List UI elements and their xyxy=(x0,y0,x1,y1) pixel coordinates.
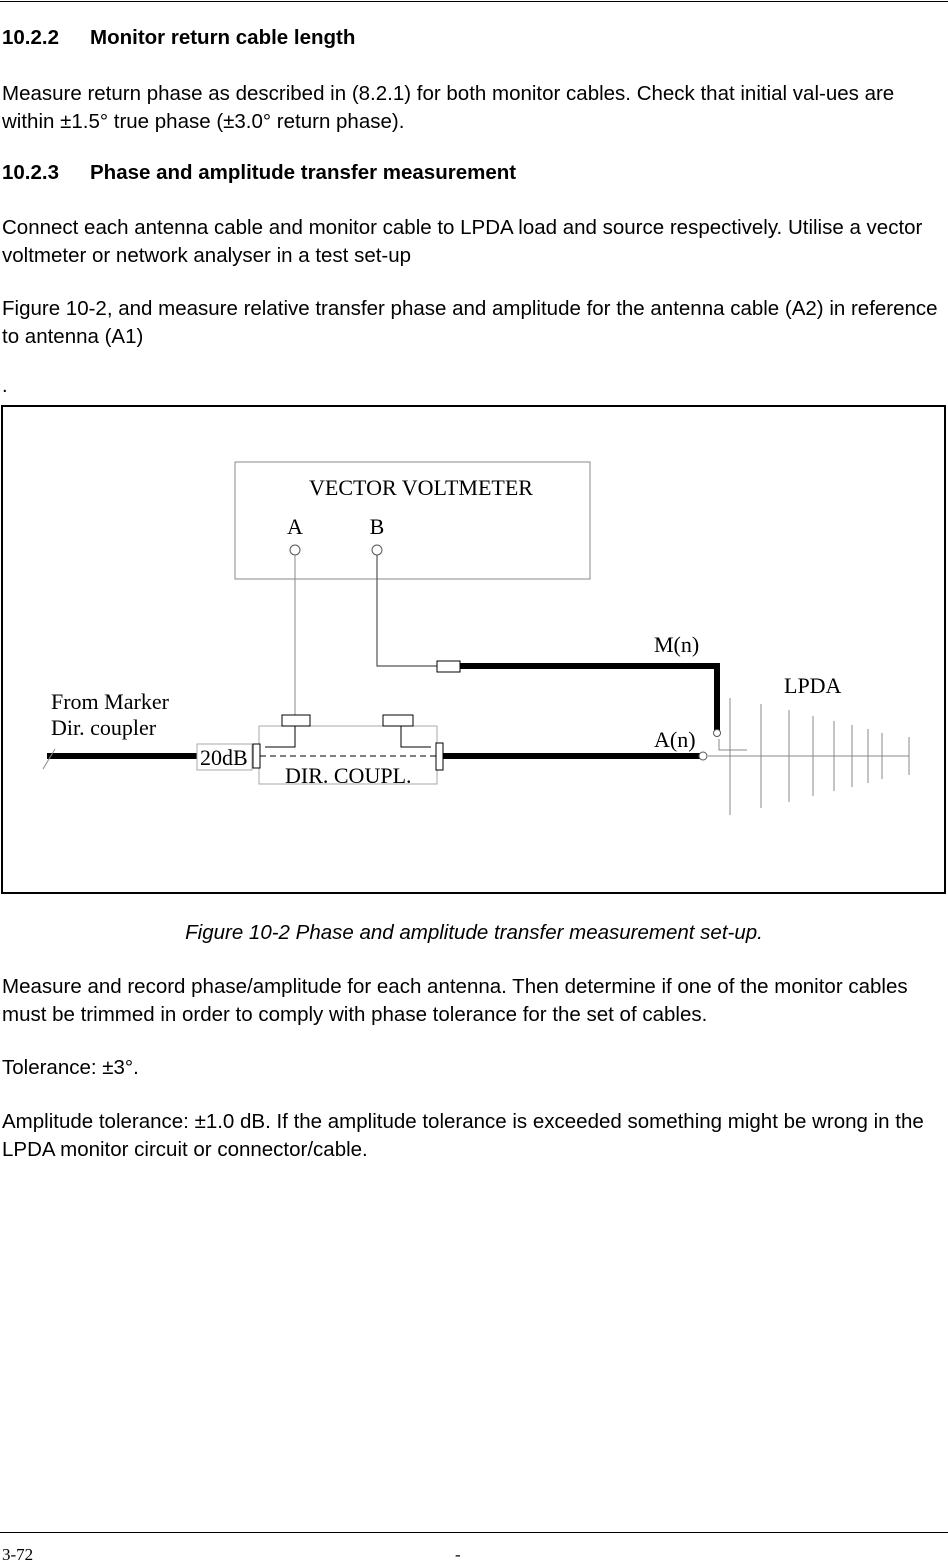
section-heading-10-2-2 xyxy=(2,25,355,51)
paragraph-tolerance: Tolerance: ±3°. xyxy=(2,1056,139,1079)
monitor-cable xyxy=(460,666,717,732)
antenna-connector xyxy=(699,752,707,760)
vector-voltmeter-label: VECTOR VOLTMETER xyxy=(309,475,533,500)
measurement-setup-diagram xyxy=(3,407,944,892)
antenna-label: A(n) xyxy=(654,727,696,752)
top-rule xyxy=(0,1,948,2)
paragraph-figure-reference: Figure 10-2, and measure relative transfer phase and amplitude for the antenna cable (A2) in reference to antenna (A1) xyxy=(2,297,938,348)
coupler-right-flange xyxy=(436,743,443,770)
section-title: Monitor return cable length xyxy=(90,26,356,49)
section-number: 10.2.2 xyxy=(2,26,59,49)
port-a-connector xyxy=(290,545,300,555)
paragraph-amplitude-tolerance: Amplitude tolerance: ±1.0 dB. If the amplitude tolerance is exceeded something might be wrong in the LPDA monitor circuit or connector/cable. xyxy=(2,1110,924,1161)
coupler-port-right xyxy=(383,715,413,726)
footer-center-mark: - xyxy=(455,1545,461,1564)
section-heading-10-2-3 xyxy=(2,160,516,186)
monitor-label: M(n) xyxy=(654,632,700,657)
port-b-label: B xyxy=(369,514,385,539)
port-b-connector xyxy=(372,545,382,555)
lpda-feed xyxy=(719,739,747,750)
bottom-rule xyxy=(0,1532,948,1533)
figure-caption: Figure 10-2 Phase and amplitude transfer measurement set-up. xyxy=(185,921,763,944)
port-a-label: A xyxy=(287,514,303,539)
paragraph-measure-record: Measure and record phase/amplitude for each antenna. Then determine if one of the monitor cables must be trimmed in order to comply with phase tolerance for the set of cables. xyxy=(2,975,908,1026)
from-marker-label-line1: From Marker xyxy=(51,689,169,714)
dir-coupler-label: DIR. COUPL. xyxy=(285,763,412,788)
coupler-port-left xyxy=(282,715,310,726)
figure-10-2 xyxy=(1,405,946,894)
from-marker-label-line2: Dir. coupler xyxy=(51,715,157,740)
monitor-cable-connector xyxy=(437,661,460,672)
page-number: 3-72 xyxy=(2,1545,34,1564)
attenuator-label: 20dB xyxy=(200,745,248,770)
lpda-label: LPDA xyxy=(784,673,842,698)
coupler-left-flange xyxy=(253,744,260,768)
section-number: 10.2.3 xyxy=(2,161,59,184)
paragraph-connect-cables: Connect each antenna cable and monitor cable to LPDA load and source respectively. Utilise a vector voltmeter or network analyser in a test set-up xyxy=(2,216,923,267)
section-title: Phase and amplitude transfer measurement xyxy=(90,161,517,184)
monitor-connector xyxy=(714,730,721,737)
paragraph-return-phase: Measure return phase as described in (8.2.1) for both monitor cables. Check that initial val-ues are within ±1.5° true phase (±3.0° return phase). xyxy=(2,82,895,133)
stray-period: . xyxy=(2,375,8,397)
